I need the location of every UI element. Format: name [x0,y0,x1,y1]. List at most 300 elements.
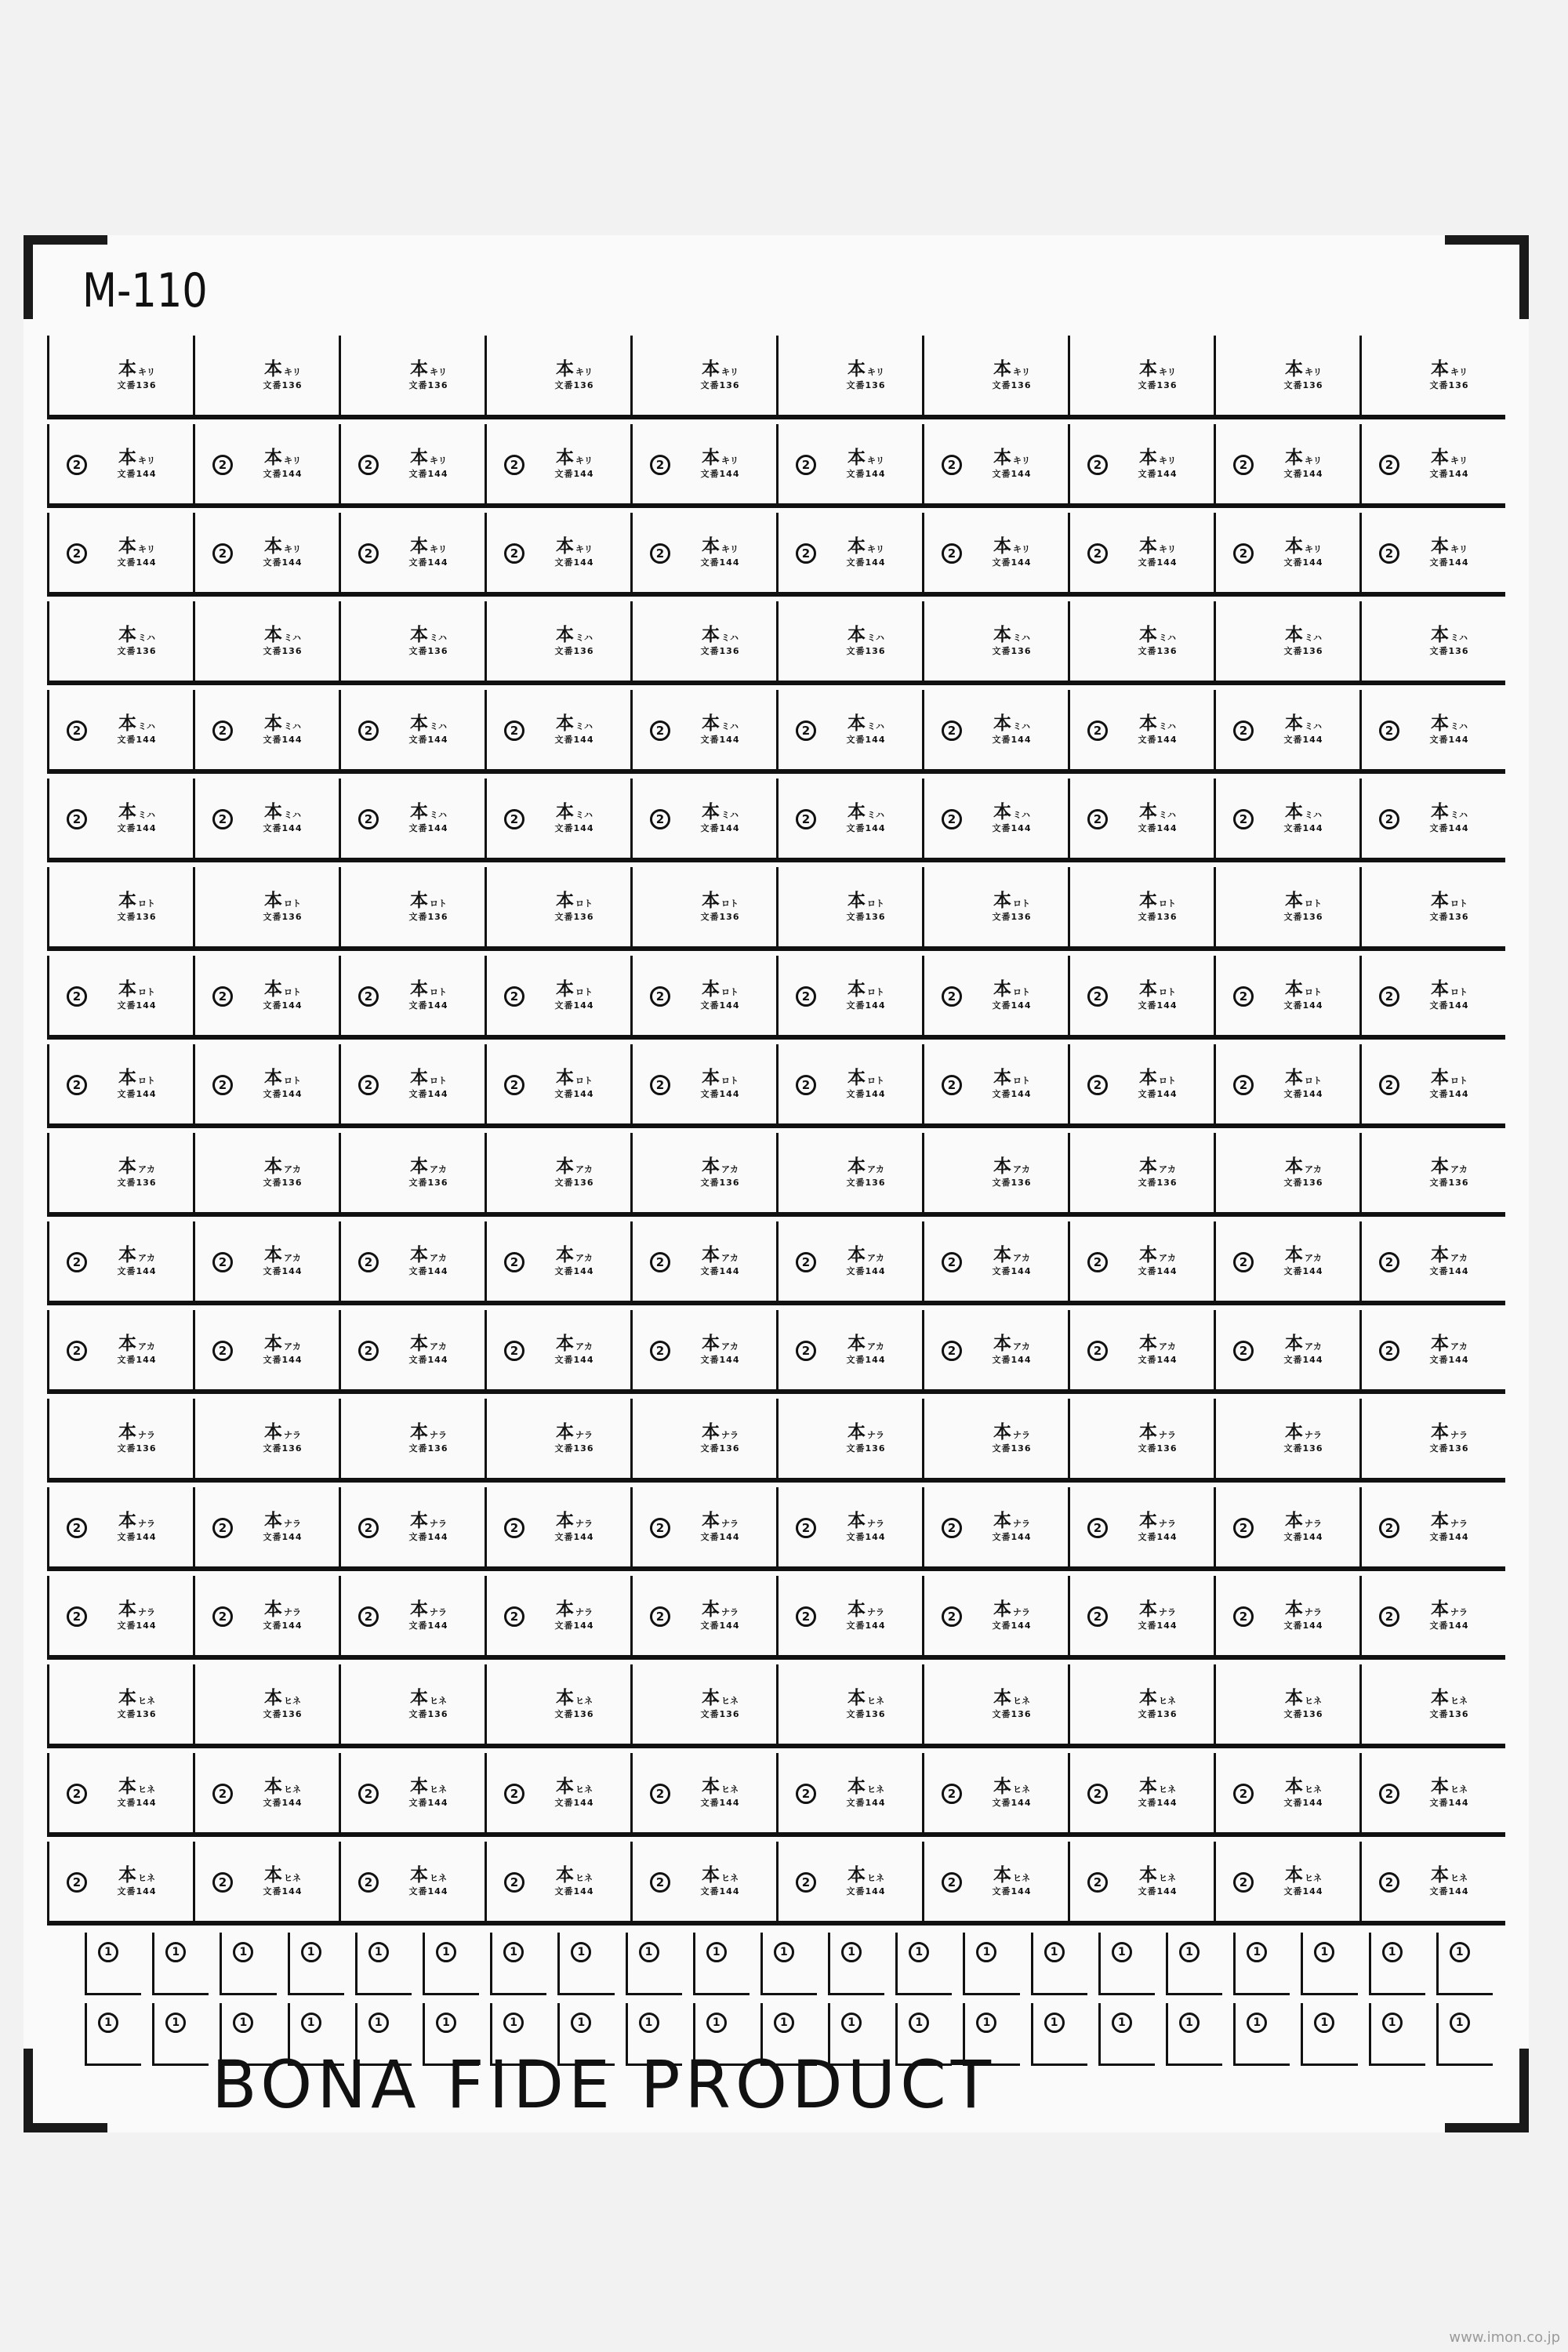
plate-row [47,1399,1505,1483]
plate-number: 文番136 [1429,1178,1469,1188]
plate-main-char: 本 [1431,625,1449,645]
plate-suffix: ロト [575,898,593,909]
class-number-badge: 2 [650,809,670,829]
car-plate-label [555,449,594,478]
plate-cell [1214,513,1359,592]
plate-number: 文番144 [554,557,594,568]
car-plate-label [118,1424,157,1453]
plate-main-char: 本 [1285,979,1303,1000]
plate-suffix: キリ [1450,456,1468,466]
plate-main-char: 本 [993,802,1011,822]
plate-suffix: アカ [1450,1341,1468,1352]
plate-number: 文番144 [1138,1886,1178,1896]
car-plate-label [409,1247,448,1276]
car-plate-label [993,981,1032,1010]
plate-main-char: 本 [410,1599,428,1620]
plate-cell [339,956,485,1035]
class-number-badge: 2 [942,455,962,475]
car-plate-label [847,1158,886,1187]
class-mark-cell [1031,1933,1087,1995]
class-mark-cell [1301,1933,1357,1995]
car-plate-label [993,1778,1032,1807]
plate-main-char: 本 [410,713,428,734]
plate-suffix: ナラ [430,1519,447,1529]
plate-cell [776,867,922,946]
class-number-badge: 2 [358,1606,379,1627]
plate-main-char: 本 [848,1777,866,1797]
plate-suffix: ヒネ [138,1696,155,1706]
plate-number: 文番144 [1283,1266,1323,1276]
plate-suffix: キリ [1013,456,1030,466]
car-plate-label [1284,1424,1323,1453]
car-plate-label [409,1069,448,1098]
car-plate-label [847,1601,886,1630]
plate-cell [485,1221,630,1301]
plate-suffix: ヒネ [1013,1784,1030,1795]
car-plate-label [1138,626,1178,655]
plate-number: 文番144 [700,1089,740,1099]
class-number-badge: 2 [796,1518,816,1538]
plate-suffix: キリ [1013,367,1030,377]
plate-number: 文番136 [554,380,594,390]
car-plate-label [263,1601,303,1630]
plate-cell [193,336,339,415]
plate-number: 文番144 [1138,1266,1178,1276]
plate-number: 文番144 [1429,1266,1469,1276]
plate-number: 文番136 [1138,1709,1178,1719]
plate-suffix: ナラ [138,1607,155,1617]
car-plate-label [847,715,886,744]
plate-suffix: アカ [1305,1253,1322,1263]
class-number-badge: 2 [796,1341,816,1361]
plate-number: 文番144 [554,1621,594,1631]
car-plate-label [701,1158,740,1187]
class-number-badge: 2 [1379,720,1399,741]
plate-main-char: 本 [848,1865,866,1886]
plate-number: 文番136 [700,646,740,656]
plate-row [47,867,1505,951]
plate-suffix: ヒネ [1159,1873,1176,1883]
plate-number: 文番144 [408,1621,448,1631]
plate-suffix: ロト [138,987,155,997]
plate-cell [47,513,193,592]
plate-cell [339,1399,485,1478]
plate-suffix: ヒネ [1013,1696,1030,1706]
plate-cell [193,1221,339,1301]
plate-cell [1359,1842,1505,1921]
plate-suffix: キリ [1305,544,1322,554]
plate-number: 文番136 [554,912,594,922]
plate-main-char: 本 [556,1777,574,1797]
car-plate-label [263,1335,303,1364]
car-plate-label [847,1512,886,1541]
plate-suffix: ナラ [1305,1519,1322,1529]
class-number-badge: 2 [504,986,524,1007]
plate-number: 文番144 [1429,469,1469,479]
car-plate-label [1138,1867,1178,1896]
plate-main-char: 本 [993,1688,1011,1708]
plate-suffix: キリ [575,456,593,466]
plate-main-char: 本 [410,536,428,557]
class-number-badge: 2 [1233,455,1254,475]
plate-number: 文番136 [1283,646,1323,656]
plate-main-char: 本 [993,1422,1011,1443]
plate-number: 文番144 [1138,1798,1178,1808]
class-mark-cell [895,1933,952,1995]
plate-suffix: ヒネ [430,1873,447,1883]
plate-suffix: ナラ [1305,1430,1322,1440]
plate-cell [776,1576,922,1655]
plate-main-char: 本 [1139,1688,1157,1708]
plate-suffix: ヒネ [721,1696,739,1706]
plate-main-char: 本 [848,1511,866,1531]
plate-suffix: キリ [284,544,301,554]
plate-cell [47,956,193,1035]
car-plate-label [1284,1512,1323,1541]
plate-suffix: キリ [1450,544,1468,554]
plate-cell [485,601,630,681]
plate-cell [776,1753,922,1832]
class-number-badge: 2 [1087,543,1108,564]
plate-suffix: アカ [867,1341,884,1352]
plate-main-char: 本 [1139,625,1157,645]
plate-main-char: 本 [702,1156,720,1177]
car-plate-label [555,1778,594,1807]
class-number-badge: 2 [504,1252,524,1272]
plate-cell [1359,1044,1505,1123]
plate-cell [485,779,630,858]
plate-number: 文番144 [408,735,448,745]
class-number-badge: 2 [1379,455,1399,475]
plate-cell [193,1044,339,1123]
class-number-badge: 2 [67,986,87,1007]
plate-main-char: 本 [993,1865,1011,1886]
plate-cell [776,1133,922,1212]
class-number-badge: 2 [504,1075,524,1095]
class-number-badge: 2 [942,809,962,829]
plate-number: 文番144 [992,1621,1032,1631]
plate-cell [193,513,339,592]
plate-cell [485,1399,630,1478]
car-plate-label [555,1690,594,1719]
plate-main-char: 本 [993,1245,1012,1265]
plate-number: 文番144 [1283,1089,1323,1099]
plate-cell [630,779,776,858]
plate-number: 文番144 [992,1000,1032,1011]
plate-number: 文番136 [1283,1443,1323,1454]
plate-cell [339,336,485,415]
plate-number: 文番136 [1283,380,1323,390]
plate-cell [922,1399,1068,1478]
plate-number: 文番144 [1283,1621,1323,1631]
plate-suffix: ナラ [721,1430,739,1440]
corner-mark-top-right [1445,235,1529,319]
class-number-badge: 2 [212,1518,233,1538]
car-plate-label [1138,1069,1178,1098]
car-plate-label [1138,361,1178,390]
plate-cell [776,1221,922,1301]
plate-suffix: アカ [1450,1253,1468,1263]
plate-number: 文番144 [1283,823,1323,833]
plate-main-char: 本 [848,891,866,911]
car-plate-label [993,538,1032,567]
plate-number: 文番144 [117,1532,157,1542]
class-number-badge: 2 [1087,1341,1108,1361]
plate-number: 文番144 [408,1000,448,1011]
plate-main-char: 本 [556,536,574,557]
car-plate-label [263,626,303,655]
car-plate-label [555,1158,594,1187]
plate-number: 文番136 [700,912,740,922]
plate-cell [1359,1399,1505,1478]
plate-number: 文番136 [992,380,1032,390]
plate-cell [193,690,339,769]
class-number-badge: 1 [503,1942,524,1962]
class-number-badge: 1 [98,1942,118,1962]
car-plate-label [1430,981,1469,1010]
car-plate-label [555,626,594,655]
plate-number: 文番144 [554,735,594,745]
class-number-badge: 2 [796,1606,816,1627]
plate-main-char: 本 [556,979,574,1000]
plate-suffix: ミハ [1159,721,1176,731]
car-plate-label [555,1424,594,1453]
class-number-badge: 1 [774,1942,794,1962]
plate-main-char: 本 [848,802,866,822]
plate-cell [1068,956,1214,1035]
plate-suffix: ミハ [430,633,447,643]
class-mark-cell [423,1933,479,1995]
plate-main-char: 本 [993,536,1011,557]
class-mark-cell [220,1933,276,1995]
plate-main-char: 本 [993,1156,1012,1177]
plate-number: 文番144 [1283,557,1323,568]
class-number-badge: 2 [212,455,233,475]
car-plate-label [847,361,886,390]
plate-main-char: 本 [556,891,574,911]
class-number-badge: 2 [1233,986,1254,1007]
car-plate-label [1138,1335,1178,1364]
plate-cell [485,1576,630,1655]
plate-number: 文番144 [700,735,740,745]
class-number-badge: 1 [368,2013,389,2033]
car-plate-label [1138,449,1178,478]
class-number-badge: 2 [1087,455,1108,475]
car-plate-label [263,361,303,390]
plate-number: 文番136 [263,1443,303,1454]
class-mark-cell [85,2003,141,2066]
plate-number: 文番144 [846,1266,886,1276]
plate-main-char: 本 [118,1511,136,1531]
plate-number: 文番144 [1138,1089,1178,1099]
plate-number: 文番144 [846,1355,886,1365]
plate-main-char: 本 [993,1777,1011,1797]
plate-suffix: ナラ [1305,1607,1322,1617]
car-plate-label [701,1424,740,1453]
plate-suffix: ナラ [1159,1607,1176,1617]
plate-main-char: 本 [264,359,282,379]
plate-main-char: 本 [1431,1865,1449,1886]
car-plate-label [263,1778,303,1807]
plate-main-char: 本 [993,1334,1012,1354]
class-number-badge: 2 [942,1606,962,1627]
plate-suffix: ロト [284,1076,301,1086]
class-number-badge: 2 [650,1606,670,1627]
plate-cell [1068,690,1214,769]
plate-number: 文番144 [700,1798,740,1808]
plate-cell [1359,1753,1505,1832]
plate-cell [485,336,630,415]
plate-cell [193,601,339,681]
plate-main-char: 本 [702,1511,720,1531]
plate-suffix: アカ [430,1341,447,1352]
class-number-badge: 2 [650,1784,670,1804]
plate-cell [339,779,485,858]
plate-cell [1068,1664,1214,1744]
plate-number: 文番144 [554,1798,594,1808]
plate-cell [1068,1842,1214,1921]
plate-cell [630,1133,776,1212]
plate-main-char: 本 [1285,713,1303,734]
plate-cell [193,867,339,946]
plate-number: 文番144 [846,1089,886,1099]
plate-number: 文番144 [992,1266,1032,1276]
plate-main-char: 本 [264,1599,282,1620]
plate-cell [630,336,776,415]
class-number-badge: 1 [1044,1942,1065,1962]
plate-number: 文番144 [1283,735,1323,745]
class-number-badge: 2 [67,1606,87,1627]
plate-cell [193,1487,339,1566]
car-plate-label [1430,1690,1469,1719]
plate-cell [922,424,1068,503]
plate-cell [1068,1487,1214,1566]
plate-cell [776,779,922,858]
plate-number: 文番136 [263,912,303,922]
class-number-badge: 2 [358,986,379,1007]
plate-suffix: キリ [430,367,447,377]
plate-number: 文番136 [263,1178,303,1188]
class-number-badge: 2 [650,1872,670,1893]
plate-number: 文番144 [263,1089,303,1099]
car-plate-label [555,361,594,390]
plate-cell [1068,1044,1214,1123]
plate-cell [776,1399,922,1478]
product-code: M-110 [82,263,208,318]
plate-main-char: 本 [1139,1511,1157,1531]
plate-cell [1359,424,1505,503]
car-plate-label [701,1690,740,1719]
plate-cell [1214,956,1359,1035]
plate-main-char: 本 [118,802,136,822]
plate-suffix: ミハ [1305,633,1322,643]
car-plate-label [993,361,1032,390]
plate-cell [339,867,485,946]
plate-cell [922,690,1068,769]
plate-suffix: ロト [721,898,739,909]
plate-suffix: キリ [575,367,593,377]
class-number-badge: 2 [796,1075,816,1095]
car-plate-label [1284,892,1323,921]
plate-suffix: ナラ [721,1607,739,1617]
class-number-badge: 2 [1087,1606,1108,1627]
plate-suffix: アカ [138,1341,155,1352]
class-number-badge: 2 [358,1252,379,1272]
plate-cell [47,1399,193,1478]
plate-suffix: ミハ [284,810,301,820]
class-number-badge: 2 [650,1341,670,1361]
plate-main-char: 本 [702,448,720,468]
plate-suffix: ロト [867,1076,884,1086]
plate-number: 文番136 [408,1178,448,1188]
plate-number: 文番144 [554,1532,594,1542]
plate-main-char: 本 [556,713,574,734]
plate-cell [1068,1310,1214,1389]
plate-main-char: 本 [556,1334,575,1354]
plate-main-char: 本 [264,625,282,645]
class-number-badge: 2 [1379,1341,1399,1361]
plate-number: 文番136 [846,646,886,656]
plate-main-char: 本 [118,1865,136,1886]
car-plate-label [847,1778,886,1807]
plate-suffix: アカ [1305,1341,1322,1352]
plate-row [47,779,1505,862]
plate-main-char: 本 [1139,979,1157,1000]
plate-main-char: 本 [1139,1334,1158,1354]
plate-cell [485,1487,630,1566]
plate-suffix: ヒネ [1159,1696,1176,1706]
plate-cell [776,1664,922,1744]
car-plate-label [847,981,886,1010]
plate-main-char: 本 [556,1156,575,1177]
plate-main-char: 本 [1431,979,1449,1000]
class-number-badge: 1 [1247,2013,1267,2033]
car-plate-label [263,981,303,1010]
class-number-badge: 1 [976,1942,996,1962]
car-plate-label [701,1512,740,1541]
car-plate-label [1430,715,1469,744]
plate-suffix: アカ [138,1164,155,1174]
plate-number: 文番136 [117,1178,157,1188]
plate-suffix: キリ [721,367,739,377]
car-plate-label [555,1512,594,1541]
class-number-badge: 2 [796,986,816,1007]
plate-number: 文番144 [846,557,886,568]
car-plate-label [263,1424,303,1453]
plate-main-char: 本 [1285,1511,1303,1531]
class-number-badge: 1 [165,1942,186,1962]
plate-main-char: 本 [1285,1865,1303,1886]
car-plate-label [118,981,157,1010]
plate-suffix: ヒネ [867,1784,884,1795]
class-number-badge: 1 [909,2013,929,2033]
plate-number: 文番144 [992,1532,1032,1542]
plate-number: 文番136 [992,1178,1032,1188]
plate-suffix: ロト [721,1076,739,1086]
class-number-badge: 2 [212,543,233,564]
class-number-badge: 2 [1087,1518,1108,1538]
plate-suffix: ロト [867,987,884,997]
plate-cell [485,1310,630,1389]
plate-number: 文番136 [846,1178,886,1188]
class-number-badge: 1 [639,2013,659,2033]
plate-main-char: 本 [556,1511,574,1531]
plate-number: 文番144 [1429,1532,1469,1542]
plate-cell [1214,1487,1359,1566]
plate-number: 文番144 [263,1621,303,1631]
plate-number: 文番136 [1138,1443,1178,1454]
plate-cell [776,1487,922,1566]
